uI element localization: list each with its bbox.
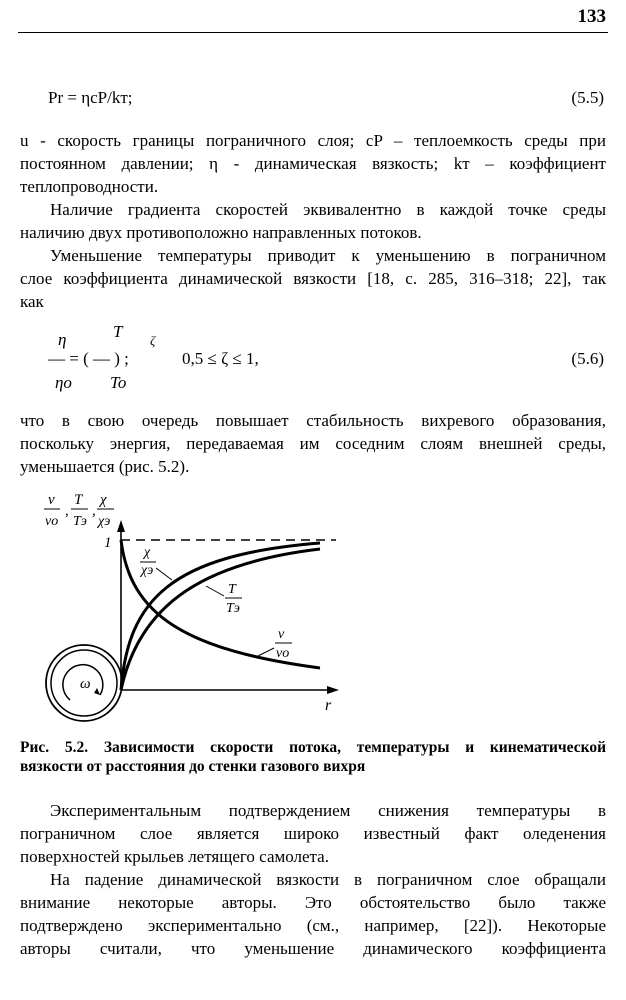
equation-5-5: Pr = ηcP/kт; xyxy=(48,88,133,107)
text-line: уменьшается (рис. 5.2). xyxy=(20,457,190,476)
figure-caption-line: вязкости от расстояния до стенки газового вихря xyxy=(20,758,366,775)
x-axis-arrow xyxy=(327,686,339,694)
label-chi-num: χ xyxy=(144,545,151,560)
equation-5-6-number: (5.6) xyxy=(571,349,604,368)
text-line: что в свою очередь повышает стабильность вихревого образования, xyxy=(20,411,606,430)
text-line: как xyxy=(20,292,44,311)
ylabel-v: v xyxy=(48,492,55,508)
label-T-leader xyxy=(206,586,224,596)
label-chi-leader xyxy=(156,568,172,580)
ylabel-chie: χэ xyxy=(98,514,111,529)
ylabel-comma: , xyxy=(65,503,69,519)
ylabel-Te: Tэ xyxy=(73,514,87,529)
label-v-den: vo xyxy=(276,646,290,661)
ylabel-comma: , xyxy=(92,503,96,519)
ylabel-T: T xyxy=(74,492,83,508)
eq-zeta: ζ xyxy=(150,333,156,348)
label-v-num: v xyxy=(278,627,285,642)
eq-fraction-bars: — = ( — ) ; xyxy=(48,349,129,368)
text-line: наличию двух противоположно направленных потоков. xyxy=(20,223,422,242)
text-line: слое коэффициента динамической вязкости [18, с. 285, 316–318; 22], так xyxy=(20,269,606,288)
text-line: теплопроводности. xyxy=(20,177,159,196)
text-line: постоянном давлении; η - динамическая вязкость; kт – коэффициент xyxy=(20,154,606,173)
y-axis-arrow xyxy=(117,520,125,532)
text-line: поверхностей крыльев летящего самолета. xyxy=(20,847,329,866)
tick-one: 1 xyxy=(104,535,112,551)
ylabel-v0: vo xyxy=(45,514,59,529)
label-chi-den: χэ xyxy=(141,563,154,578)
label-T-den: Tэ xyxy=(226,601,240,616)
text-line: авторы считали, что уменьшение динамического коэффициента xyxy=(20,939,606,958)
text-line: поскольку энергия, передаваемая им соседним слоям внешней среды, xyxy=(20,434,606,453)
label-v-leader xyxy=(258,648,274,656)
text-line: u - скорость границы пограничного слоя; cP – теплоемкость среды при xyxy=(20,131,606,150)
eq-eta0: ηo xyxy=(55,373,72,392)
xlabel-r: r xyxy=(325,697,332,714)
equation-5-5-number: (5.5) xyxy=(571,88,604,107)
page-number: 133 xyxy=(577,6,606,27)
text-line: внимание некоторые авторы. Это обстоятельство было также xyxy=(20,893,606,912)
ylabel-chi: χ xyxy=(100,492,107,508)
label-T-num: T xyxy=(228,582,236,597)
text-line: Экспериментальным подтверждением снижения температуры в xyxy=(50,801,606,820)
eq-range: 0,5 ≤ ζ ≤ 1, xyxy=(182,349,259,368)
eq-eta: η xyxy=(58,330,67,349)
omega-label: ω xyxy=(80,676,91,692)
text-line: пограничном слое является широко известный факт оледенения xyxy=(20,824,606,843)
text-line: На падение динамической вязкости в пограничном слое обращали xyxy=(50,870,606,889)
text-line: Уменьшение температуры приводит к уменьшению в пограничном xyxy=(50,246,606,265)
text-line: Наличие градиента скоростей эквивалентно в каждой точке среды xyxy=(50,200,606,219)
rotation-arrowhead-icon xyxy=(94,688,100,695)
eq-T0: To xyxy=(110,373,127,392)
text-line: подтверждено экспериментально (см., например, [22]). Некоторые xyxy=(20,916,606,935)
eq-T: T xyxy=(113,322,123,341)
figure-caption-line: Рис. 5.2. Зависимости скорости потока, температуры и кинематической xyxy=(20,739,606,756)
